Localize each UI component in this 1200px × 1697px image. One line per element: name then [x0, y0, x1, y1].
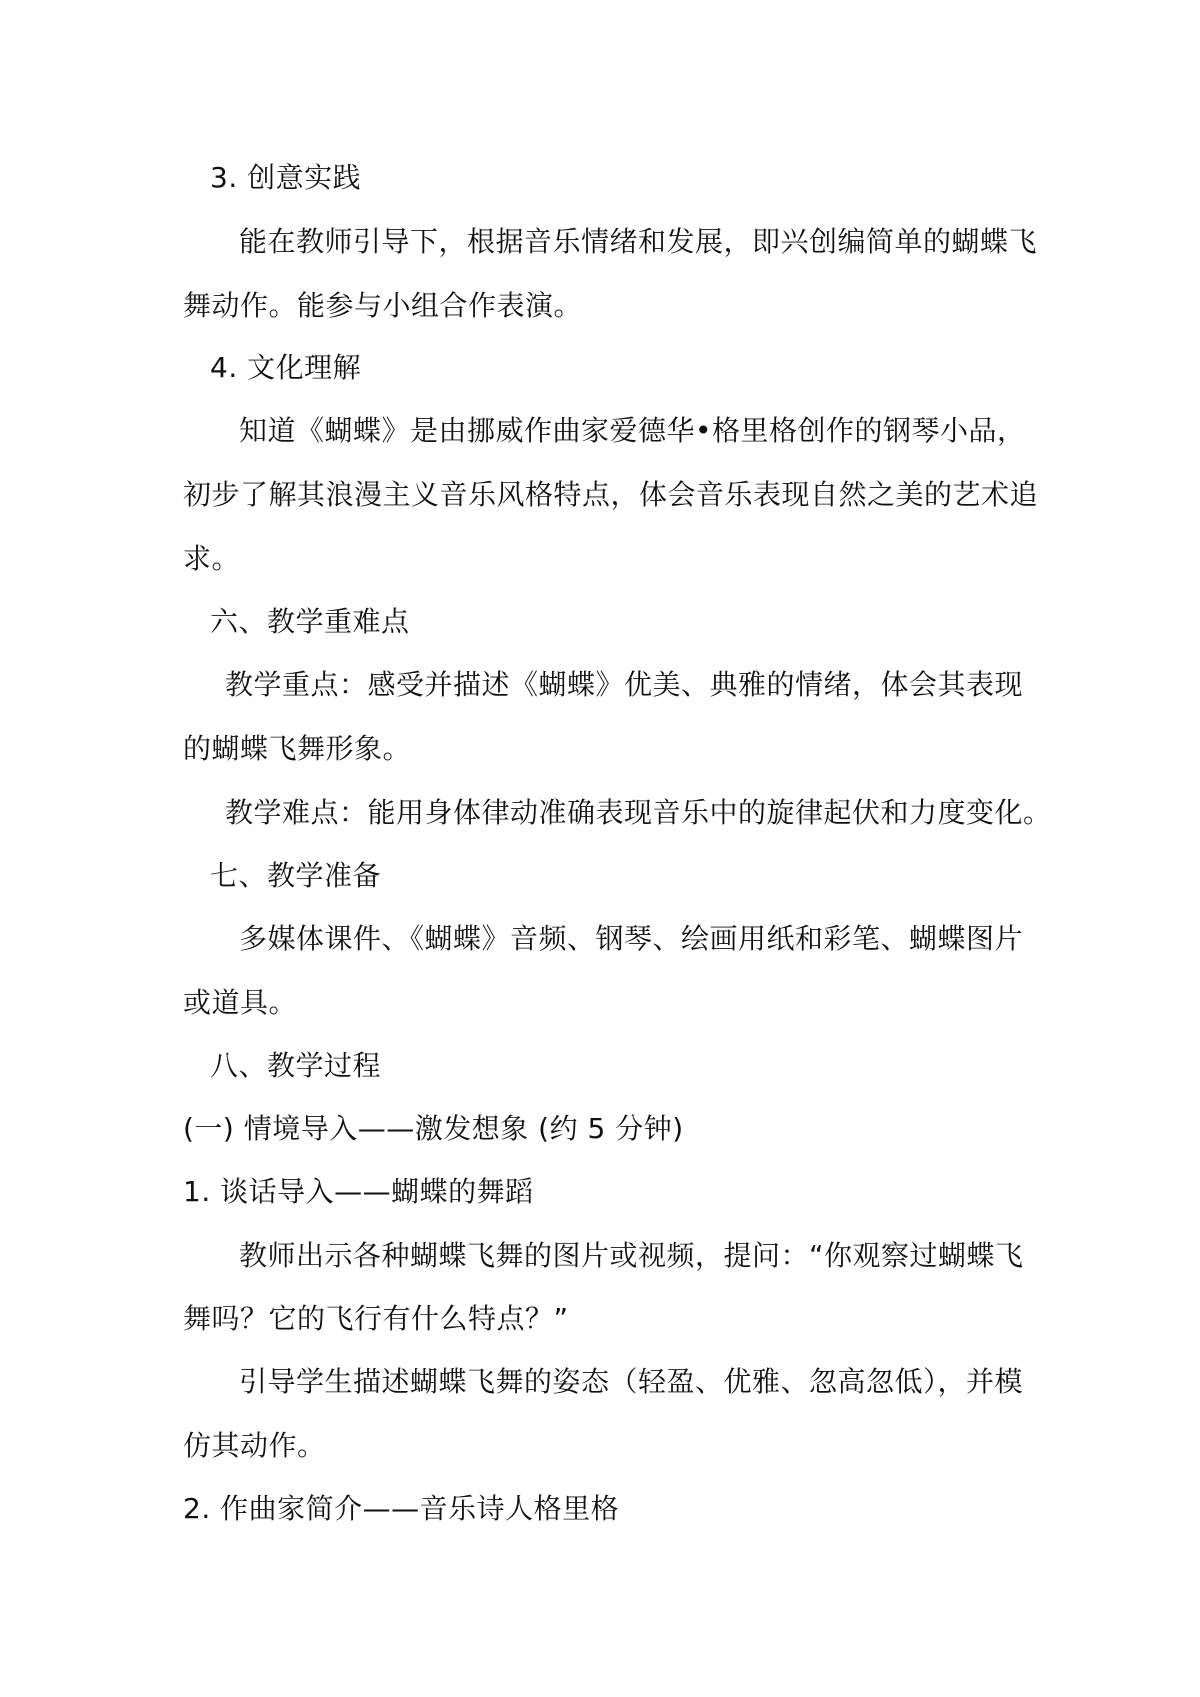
heading-creative-practice: 3. 创意实践 [210, 161, 362, 194]
paragraph-line: 或道具。 [183, 986, 298, 1019]
heading-teaching-preparation: 七、教学准备 [210, 859, 382, 892]
paragraph-line: 初步了解其浪漫主义音乐风格特点，体会音乐表现自然之美的艺术追 [183, 478, 1039, 511]
paragraph-line: 知道《蝴蝶》是由挪威作曲家爱德华•格里格创作的钢琴小品， [239, 414, 1026, 447]
subheading-situation-intro: (一) 情境导入——激发想象 (约 5 分钟) [183, 1112, 684, 1145]
paragraph-line: 能在教师引导下，根据音乐情绪和发展，即兴创编简单的蝴蝶飞 [239, 225, 1038, 258]
paragraph-line: 舞吗？它的飞行有什么特点？” [183, 1302, 569, 1335]
subheading-composer-intro: 2. 作曲家简介——音乐诗人格里格 [183, 1492, 620, 1525]
paragraph-line: 教学难点：能用身体律动准确表现音乐中的旋律起伏和力度变化。 [225, 796, 1052, 829]
heading-cultural-understanding: 4. 文化理解 [210, 351, 362, 384]
subheading-talk-intro: 1. 谈话导入——蝴蝶的舞蹈 [183, 1175, 534, 1208]
paragraph-line: 多媒体课件、《蝴蝶》音频、钢琴、绘画用纸和彩笔、蝴蝶图片 [239, 922, 1024, 955]
paragraph-line: 的蝴蝶飞舞形象。 [183, 732, 412, 765]
paragraph-line: 仿其动作。 [183, 1429, 326, 1462]
paragraph-line: 求。 [183, 542, 241, 575]
heading-key-difficult-points: 六、教学重难点 [210, 605, 410, 638]
paragraph-line: 教学重点：感受并描述《蝴蝶》优美、典雅的情绪，体会其表现 [225, 668, 1024, 701]
paragraph-line: 引导学生描述蝴蝶飞舞的姿态（轻盈、优雅、忽高忽低），并模 [239, 1365, 1024, 1398]
paragraph-line: 舞动作。能参与小组合作表演。 [183, 289, 583, 322]
paragraph-line: 教师出示各种蝴蝶飞舞的图片或视频，提问：“你观察过蝴蝶飞 [239, 1239, 1024, 1272]
heading-teaching-process: 八、教学过程 [210, 1049, 382, 1082]
